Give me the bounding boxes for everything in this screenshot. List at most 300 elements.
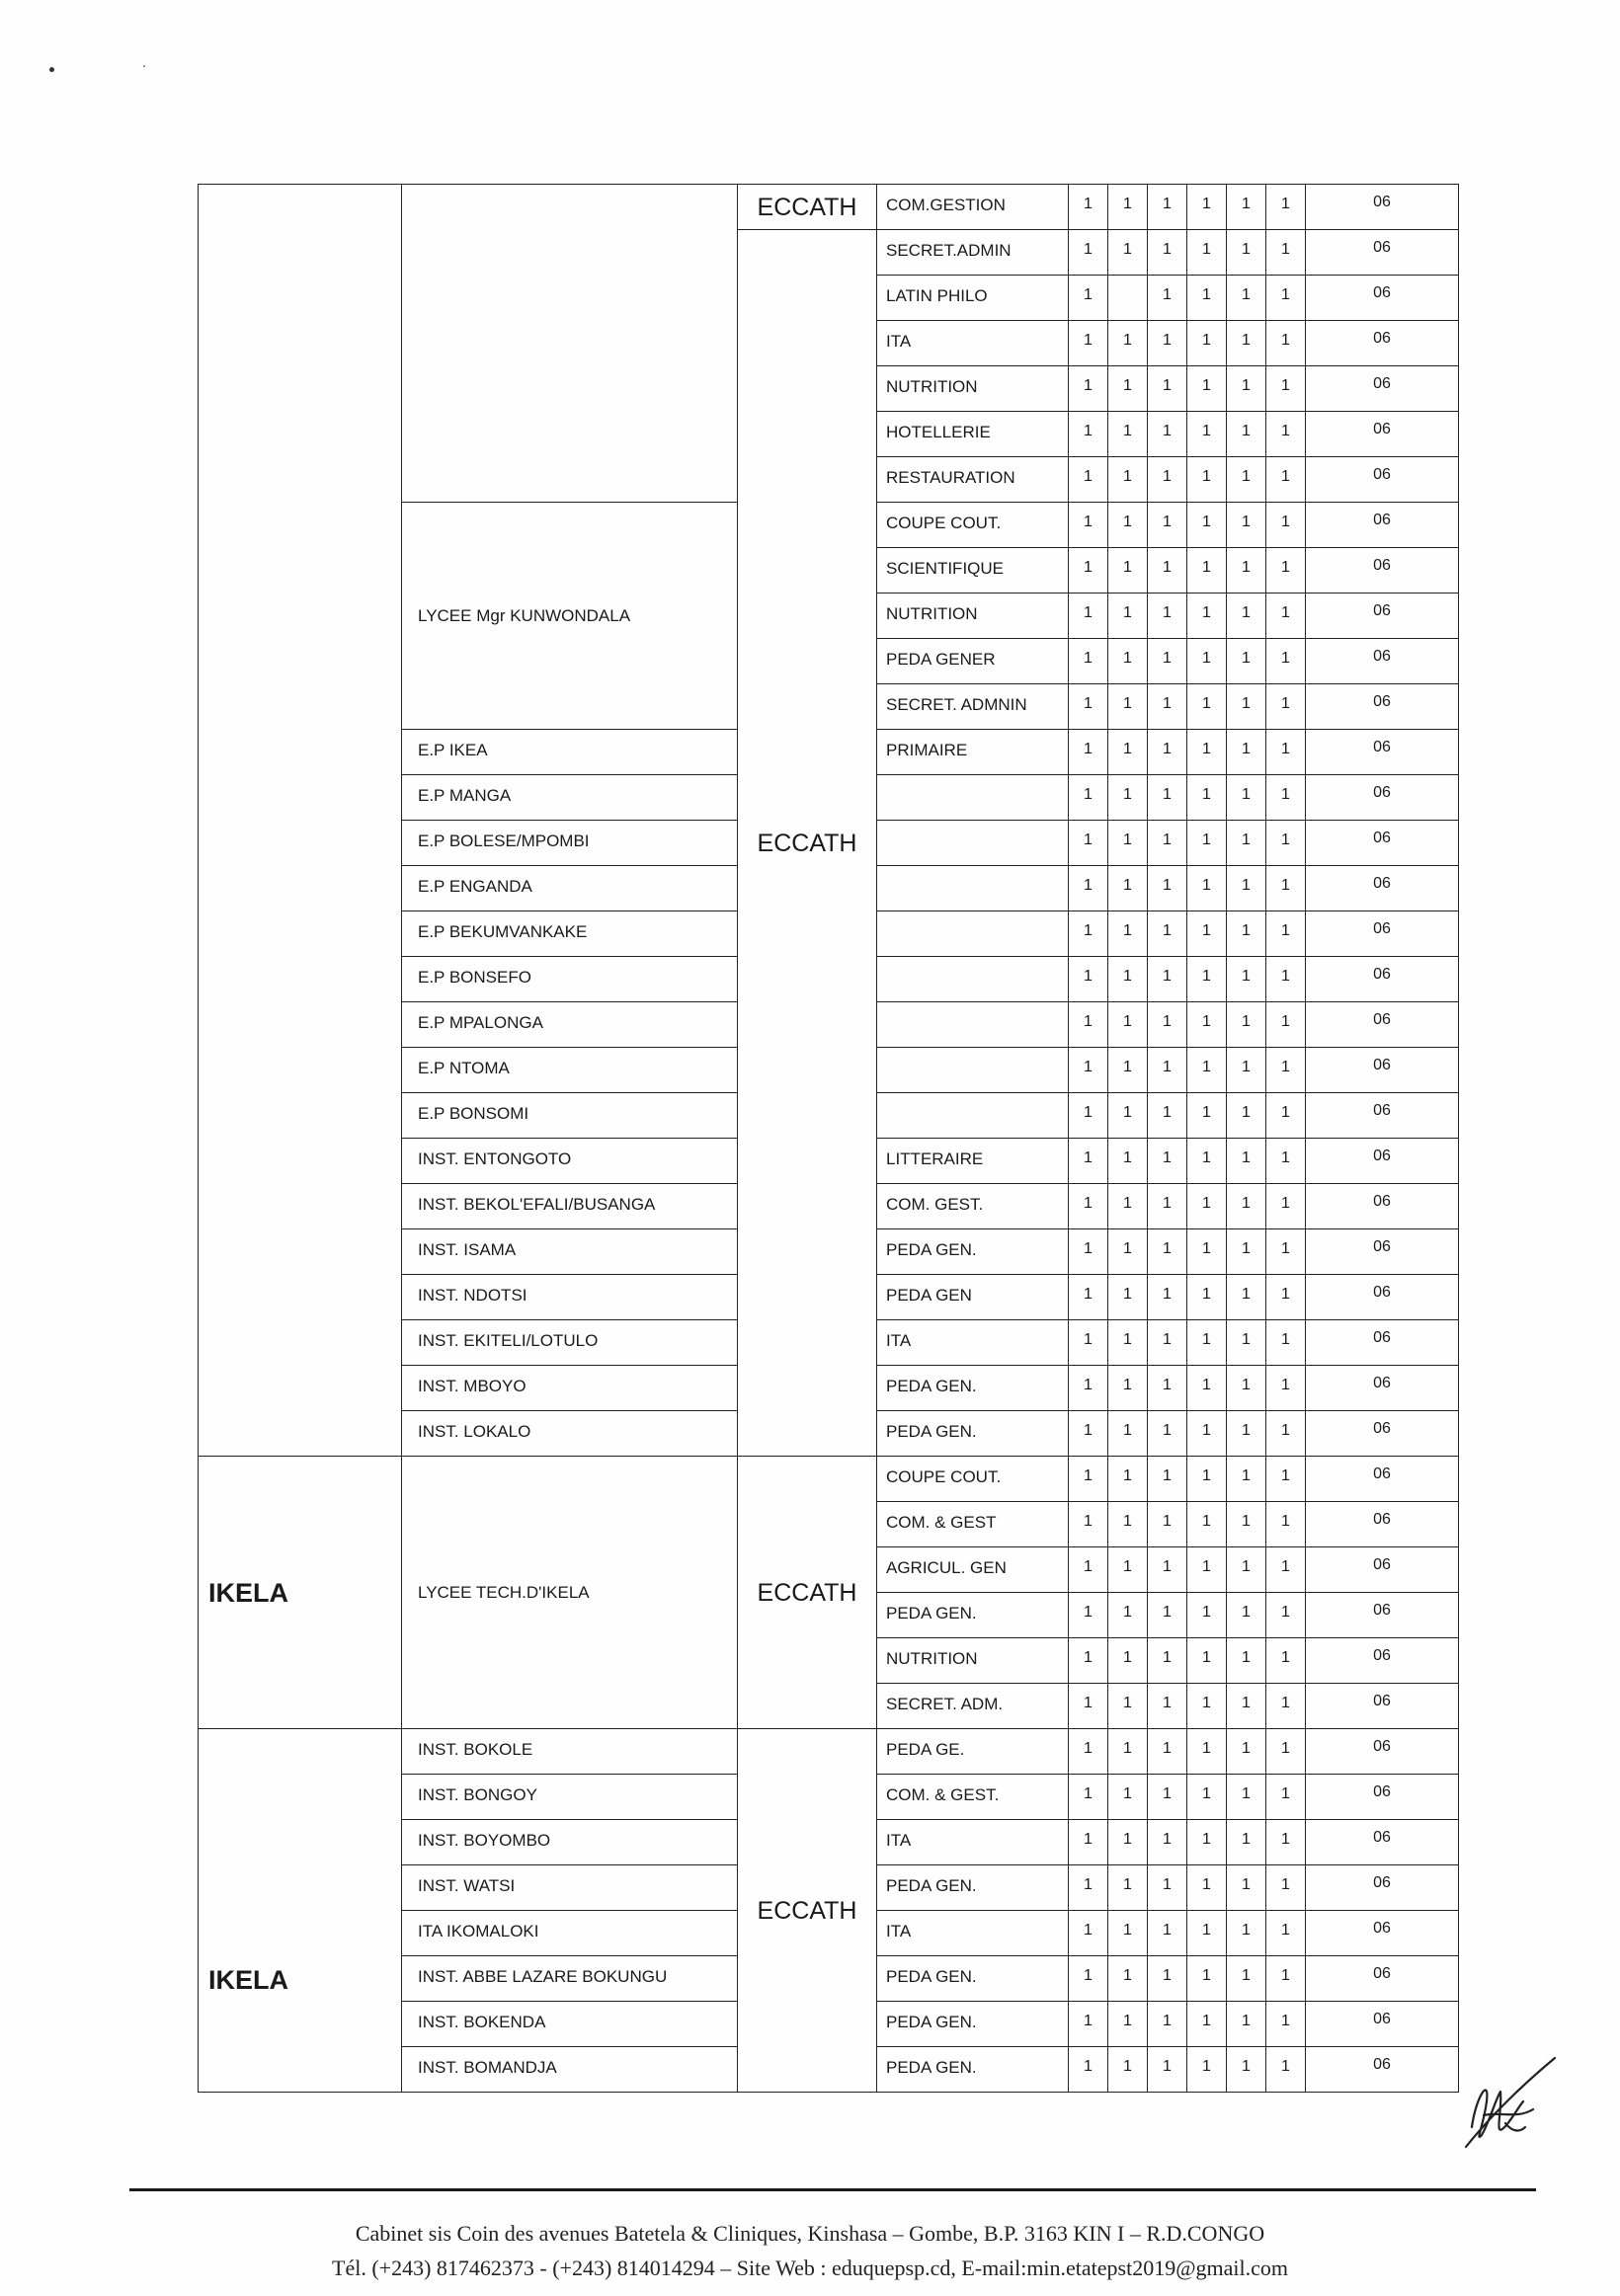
mark-cell: 1 [1148,1002,1187,1048]
mark-cell: 1 [1187,684,1227,730]
option-cell: PEDA GEN. [877,1229,1069,1275]
mark-cell: 1 [1148,1775,1187,1820]
mark-cell: 1 [1108,1684,1148,1729]
option-cell: PEDA GEN. [877,2047,1069,2093]
mark-cell: 1 [1227,1457,1266,1502]
total-cell: 06 [1306,1502,1459,1547]
mark-cell: 1 [1108,1002,1148,1048]
total-cell: 06 [1306,957,1459,1002]
mark-cell: 1 [1187,1865,1227,1911]
mark-cell: 1 [1148,1956,1187,2002]
mark-cell: 1 [1266,230,1306,276]
total-cell: 06 [1306,1275,1459,1320]
mark-cell: 1 [1266,2047,1306,2093]
mark-cell: 1 [1148,457,1187,503]
mark-cell: 1 [1108,911,1148,957]
mark-cell: 1 [1108,1139,1148,1184]
school-cell: INST. BOMANDJA [402,2047,738,2093]
mark-cell: 1 [1108,548,1148,594]
mark-cell: 1 [1148,1411,1187,1457]
option-cell: SECRET. ADM. [877,1684,1069,1729]
mark-cell: 1 [1148,1275,1187,1320]
mark-cell: 1 [1187,1184,1227,1229]
mark-cell: 1 [1148,366,1187,412]
mark-cell: 1 [1108,684,1148,730]
mark-cell: 1 [1069,775,1108,821]
mark-cell: 1 [1187,1320,1227,1366]
mark-cell: 1 [1266,1956,1306,2002]
mark-cell: 1 [1108,1229,1148,1275]
mark-cell: 1 [1069,1820,1108,1865]
option-cell: PEDA GEN. [877,1956,1069,2002]
mark-cell: 1 [1108,1275,1148,1320]
mark-cell: 1 [1227,1229,1266,1275]
mark-cell: 1 [1266,957,1306,1002]
mark-cell: 1 [1108,866,1148,911]
mark-cell: 1 [1187,321,1227,366]
mark-cell: 1 [1108,2002,1148,2047]
mark-cell: 1 [1148,1593,1187,1638]
mark-cell: 1 [1069,1547,1108,1593]
regime-cell: ECCATH [738,185,877,230]
mark-cell: 1 [1187,1229,1227,1275]
mark-cell: 1 [1187,1275,1227,1320]
mark-cell: 1 [1108,1093,1148,1139]
total-cell: 06 [1306,366,1459,412]
total-cell: 06 [1306,1775,1459,1820]
mark-cell: 1 [1227,230,1266,276]
mark-cell: 1 [1069,1048,1108,1093]
option-cell [877,957,1069,1002]
mark-cell: 1 [1187,548,1227,594]
mark-cell: 1 [1148,1184,1187,1229]
option-cell: LATIN PHILO [877,276,1069,321]
mark-cell: 1 [1069,1093,1108,1139]
mark-cell: 1 [1187,1002,1227,1048]
mark-cell: 1 [1187,1729,1227,1775]
school-cell: E.P NTOMA [402,1048,738,1093]
school-cell [402,185,738,503]
mark-cell: 1 [1069,2047,1108,2093]
mark-cell: 1 [1108,1729,1148,1775]
mark-cell: 1 [1148,412,1187,457]
mark-cell: 1 [1227,1275,1266,1320]
mark-cell: 1 [1148,594,1187,639]
mark-cell: 1 [1148,821,1187,866]
mark-cell: 1 [1187,1457,1227,1502]
mark-cell: 1 [1069,1593,1108,1638]
mark-cell: 1 [1266,594,1306,639]
mark-cell: 1 [1069,1411,1108,1457]
mark-cell: 1 [1187,1366,1227,1411]
mark-cell: 1 [1227,412,1266,457]
mark-cell: 1 [1069,1139,1108,1184]
mark-cell: 1 [1187,775,1227,821]
mark-cell: 1 [1187,1775,1227,1820]
mark-cell: 1 [1069,1184,1108,1229]
table-row [199,185,1459,230]
mark-cell: 1 [1108,594,1148,639]
option-cell: PEDA GENER [877,639,1069,684]
school-cell: INST. ENTONGOTO [402,1139,738,1184]
mark-cell: 1 [1108,821,1148,866]
mark-cell: 1 [1069,1956,1108,2002]
mark-cell: 1 [1108,957,1148,1002]
option-cell: PEDA GEN. [877,1593,1069,1638]
mark-cell: 1 [1266,1457,1306,1502]
total-cell: 06 [1306,1411,1459,1457]
mark-cell: 1 [1069,639,1108,684]
total-cell: 06 [1306,321,1459,366]
mark-cell: 1 [1148,639,1187,684]
mark-cell: 1 [1108,1184,1148,1229]
mark-cell: 1 [1148,866,1187,911]
mark-cell: 1 [1187,1093,1227,1139]
mark-cell: 1 [1148,1366,1187,1411]
mark-cell: 1 [1227,594,1266,639]
total-cell: 06 [1306,1093,1459,1139]
mark-cell: 1 [1148,185,1187,230]
school-cell: INST. BEKOL'EFALI/BUSANGA [402,1184,738,1229]
mark-cell: 1 [1227,911,1266,957]
mark-cell: 1 [1227,457,1266,503]
mark-cell: 1 [1227,366,1266,412]
mark-cell: 1 [1108,1593,1148,1638]
mark-cell: 1 [1227,1547,1266,1593]
mark-cell: 1 [1227,1684,1266,1729]
scan-speck [143,65,145,67]
mark-cell: 1 [1227,1411,1266,1457]
mark-cell: 1 [1187,911,1227,957]
total-cell: 06 [1306,1638,1459,1684]
mark-cell: 1 [1187,1593,1227,1638]
mark-cell: 1 [1148,1684,1187,1729]
option-cell: HOTELLERIE [877,412,1069,457]
mark-cell: 1 [1148,684,1187,730]
mark-cell: 1 [1148,1820,1187,1865]
mark-cell: 1 [1227,2002,1266,2047]
school-cell: INST. BOKOLE [402,1729,738,1775]
option-cell: SCIENTIFIQUE [877,548,1069,594]
total-cell: 06 [1306,730,1459,775]
mark-cell: 1 [1266,1320,1306,1366]
mark-cell: 1 [1069,1684,1108,1729]
total-cell: 06 [1306,1593,1459,1638]
regime-cell: ECCATH [738,230,877,1457]
mark-cell: 1 [1187,594,1227,639]
mark-cell: 1 [1227,503,1266,548]
option-cell [877,1048,1069,1093]
option-cell: NUTRITION [877,1638,1069,1684]
mark-cell: 1 [1148,957,1187,1002]
option-cell: COM.GESTION [877,185,1069,230]
mark-cell: 1 [1069,2002,1108,2047]
option-cell [877,821,1069,866]
regime-cell: ECCATH [738,1457,877,1729]
mark-cell: 1 [1266,1048,1306,1093]
school-cell: E.P BEKUMVANKAKE [402,911,738,957]
mark-cell: 1 [1266,1865,1306,1911]
mark-cell: 1 [1148,1457,1187,1502]
total-cell: 06 [1306,276,1459,321]
mark-cell: 1 [1148,1229,1187,1275]
mark-cell: 1 [1266,503,1306,548]
mark-cell: 1 [1069,1865,1108,1911]
total-cell: 06 [1306,594,1459,639]
mark-cell: 1 [1108,775,1148,821]
mark-cell: 1 [1187,1684,1227,1729]
school-cell: INST. WATSI [402,1865,738,1911]
school-cell: LYCEE Mgr KUNWONDALA [402,503,738,730]
option-cell: SECRET. ADMNIN [877,684,1069,730]
total-cell: 06 [1306,775,1459,821]
school-cell: INST. BOYOMBO [402,1820,738,1865]
school-cell: INST. ISAMA [402,1229,738,1275]
mark-cell: 1 [1148,1547,1187,1593]
mark-cell: 1 [1266,185,1306,230]
option-cell: COM. GEST. [877,1184,1069,1229]
option-cell [877,911,1069,957]
mark-cell: 1 [1187,957,1227,1002]
mark-cell: 1 [1266,548,1306,594]
mark-cell: 1 [1266,1002,1306,1048]
total-cell: 06 [1306,1457,1459,1502]
mark-cell: 1 [1266,1684,1306,1729]
mark-cell: 1 [1148,1502,1187,1547]
mark-cell: 1 [1108,1457,1148,1502]
mark-cell: 1 [1069,321,1108,366]
mark-cell: 1 [1187,1820,1227,1865]
mark-cell: 1 [1266,1502,1306,1547]
option-cell: ITA [877,1820,1069,1865]
mark-cell: 1 [1108,1411,1148,1457]
mark-cell: 1 [1227,1593,1266,1638]
mark-cell: 1 [1266,1911,1306,1956]
mark-cell: 1 [1266,1593,1306,1638]
total-cell: 06 [1306,1002,1459,1048]
mark-cell: 1 [1069,185,1108,230]
mark-cell: 1 [1069,594,1108,639]
mark-cell: 1 [1187,1911,1227,1956]
mark-cell: 1 [1187,1956,1227,2002]
option-cell: NUTRITION [877,594,1069,639]
total-cell: 06 [1306,2047,1459,2093]
territory-cell: IKELA [199,1457,402,1729]
school-cell: INST. ABBE LAZARE BOKUNGU [402,1956,738,2002]
mark-cell: 1 [1069,1457,1108,1502]
mark-cell: 1 [1148,1320,1187,1366]
mark-cell: 1 [1069,957,1108,1002]
mark-cell: 1 [1069,866,1108,911]
mark-cell: 1 [1187,1547,1227,1593]
mark-cell: 1 [1148,1048,1187,1093]
mark-cell: 1 [1187,866,1227,911]
mark-cell: 1 [1227,2047,1266,2093]
mark-cell: 1 [1148,230,1187,276]
mark-cell: 1 [1148,1865,1187,1911]
mark-cell: 1 [1069,1002,1108,1048]
mark-cell: 1 [1148,1911,1187,1956]
school-cell: E.P ENGANDA [402,866,738,911]
mark-cell: 1 [1148,775,1187,821]
mark-cell: 1 [1108,730,1148,775]
option-cell: AGRICUL. GEN [877,1547,1069,1593]
mark-cell: 1 [1148,1093,1187,1139]
mark-cell: 1 [1266,2002,1306,2047]
mark-cell: 1 [1266,1139,1306,1184]
total-cell: 06 [1306,1048,1459,1093]
mark-cell: 1 [1266,730,1306,775]
mark-cell: 1 [1266,457,1306,503]
mark-cell: 1 [1266,1229,1306,1275]
mark-cell: 1 [1227,1956,1266,2002]
mark-cell: 1 [1108,1638,1148,1684]
mark-cell: 1 [1069,412,1108,457]
option-cell: SECRET.ADMIN [877,230,1069,276]
mark-cell: 1 [1266,366,1306,412]
mark-cell: 1 [1069,276,1108,321]
option-cell: COM. & GEST. [877,1775,1069,1820]
total-cell: 06 [1306,1229,1459,1275]
total-cell: 06 [1306,1729,1459,1775]
footer-address: Cabinet sis Coin des avenues Batetela & Cliniques, Kinshasa – Gombe, B.P. 3163 KIN I – R.D.CONGO [355,2221,1265,2246]
mark-cell: 1 [1148,1638,1187,1684]
option-cell: PEDA GEN. [877,1865,1069,1911]
mark-cell: 1 [1187,639,1227,684]
mark-cell: 1 [1187,185,1227,230]
school-cell: LYCEE TECH.D'IKELA [402,1457,738,1729]
mark-cell: 1 [1108,1366,1148,1411]
mark-cell: 1 [1108,1502,1148,1547]
option-cell: ITA [877,1320,1069,1366]
mark-cell: 1 [1227,321,1266,366]
option-cell: NUTRITION [877,366,1069,412]
mark-cell: 1 [1227,775,1266,821]
mark-cell: 1 [1266,1638,1306,1684]
mark-cell: 1 [1227,639,1266,684]
mark-cell: 1 [1266,321,1306,366]
total-cell: 06 [1306,230,1459,276]
mark-cell: 1 [1069,1366,1108,1411]
option-cell: COM. & GEST [877,1502,1069,1547]
mark-cell: 1 [1227,276,1266,321]
option-cell [877,1002,1069,1048]
mark-cell: 1 [1266,276,1306,321]
total-cell: 06 [1306,1820,1459,1865]
mark-cell: 1 [1108,1775,1148,1820]
mark-cell: 1 [1227,1820,1266,1865]
mark-cell: 1 [1148,503,1187,548]
mark-cell: 1 [1266,1775,1306,1820]
total-cell: 06 [1306,185,1459,230]
option-cell [877,775,1069,821]
school-cell: INST. BONGOY [402,1775,738,1820]
school-cell: E.P IKEA [402,730,738,775]
mark-cell: 1 [1227,1865,1266,1911]
footer-contact: Tél. (+243) 817462373 - (+243) 814014294 – Site Web : eduquepsp.cd, E-mail:min.etatepst2019@gmail.com [332,2256,1288,2280]
table-row [199,1457,1459,1502]
mark-cell: 1 [1069,366,1108,412]
mark-cell: 1 [1227,1002,1266,1048]
school-cell: INST. LOKALO [402,1411,738,1457]
mark-cell: 1 [1148,548,1187,594]
footer-rule [129,2188,1536,2191]
total-cell: 06 [1306,1139,1459,1184]
mark-cell: 1 [1069,684,1108,730]
mark-cell: 1 [1187,821,1227,866]
mark-cell: 1 [1148,1139,1187,1184]
option-cell: PRIMAIRE [877,730,1069,775]
mark-cell: 1 [1069,1775,1108,1820]
mark-cell: 1 [1069,457,1108,503]
school-cell: E.P MANGA [402,775,738,821]
option-cell: PEDA GEN [877,1275,1069,1320]
mark-cell: 1 [1069,548,1108,594]
mark-cell: 1 [1148,321,1187,366]
school-cell: E.P MPALONGA [402,1002,738,1048]
mark-cell: 1 [1108,1048,1148,1093]
total-cell: 06 [1306,412,1459,457]
school-cell: INST. NDOTSI [402,1275,738,1320]
mark-cell: 1 [1108,1547,1148,1593]
mark-cell: 1 [1069,911,1108,957]
mark-cell: 1 [1069,1275,1108,1320]
mark-cell: 1 [1227,1638,1266,1684]
schools-table-body [199,185,1459,2093]
mark-cell: 1 [1108,412,1148,457]
total-cell: 06 [1306,1684,1459,1729]
total-cell: 06 [1306,457,1459,503]
table-row [199,1729,1459,1775]
mark-cell: 1 [1266,1366,1306,1411]
mark-cell: 1 [1266,1547,1306,1593]
mark-cell: 1 [1227,1911,1266,1956]
mark-cell: 1 [1108,2047,1148,2093]
mark-cell: 1 [1266,1184,1306,1229]
mark-cell: 1 [1227,1502,1266,1547]
mark-cell: 1 [1108,1911,1148,1956]
mark-cell: 1 [1227,1366,1266,1411]
mark-cell: 1 [1069,821,1108,866]
mark-cell: 1 [1227,1139,1266,1184]
total-cell: 06 [1306,639,1459,684]
mark-cell: 1 [1227,1093,1266,1139]
mark-cell: 1 [1069,230,1108,276]
mark-cell: 1 [1069,1729,1108,1775]
territory-cell: IKELA [199,1729,402,2093]
mark-cell: 1 [1187,366,1227,412]
total-cell: 06 [1306,2002,1459,2047]
mark-cell: 1 [1227,821,1266,866]
mark-cell: 1 [1108,321,1148,366]
scan-speck [49,67,54,72]
mark-cell: 1 [1266,1411,1306,1457]
option-cell: PEDA GE. [877,1729,1069,1775]
school-cell: E.P BONSEFO [402,957,738,1002]
mark-cell: 1 [1108,457,1148,503]
total-cell: 06 [1306,1320,1459,1366]
mark-cell: 1 [1108,639,1148,684]
mark-cell: 1 [1069,730,1108,775]
schools-table [198,184,1459,2093]
option-cell: COUPE COUT. [877,503,1069,548]
mark-cell: 1 [1266,911,1306,957]
option-cell [877,1093,1069,1139]
option-cell: LITTERAIRE [877,1139,1069,1184]
mark-cell: 1 [1187,457,1227,503]
total-cell: 06 [1306,1184,1459,1229]
mark-cell: 1 [1108,1956,1148,2002]
